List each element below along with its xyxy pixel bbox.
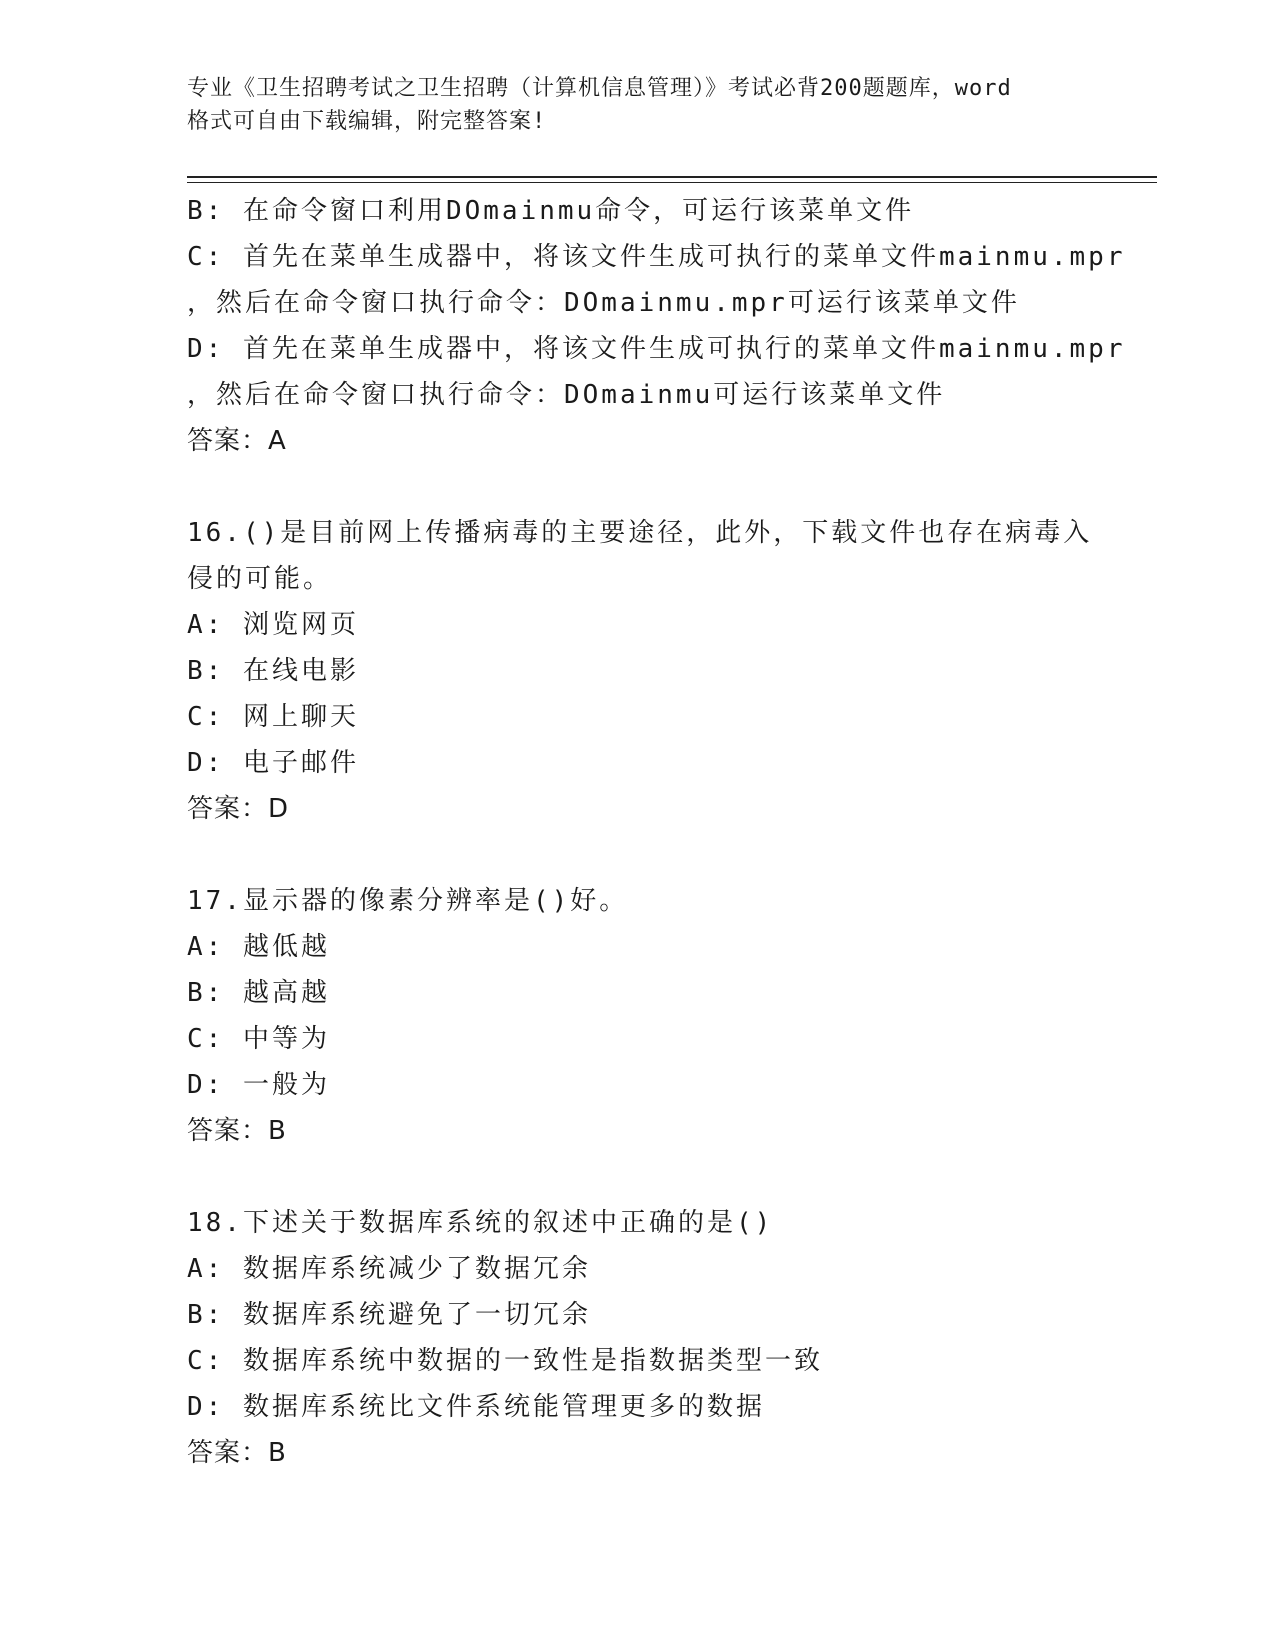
answer-line: 答案：D xyxy=(187,794,290,824)
header-line-2: 格式可自由下载编辑，附完整答案! xyxy=(187,109,547,134)
option-c: C: 网上聊天 xyxy=(187,702,359,732)
option-d: D: 电子邮件 xyxy=(187,748,359,778)
option-d: D: 一般为 xyxy=(187,1070,330,1100)
question-block-16 xyxy=(187,510,1147,832)
option-b: B: 在命令窗口利用DOmainmu命令，可运行该菜单文件 xyxy=(187,196,915,226)
header-line-1: 专业《卫生招聘考试之卫生招聘（计算机信息管理）》考试必背200题题库，word xyxy=(187,76,1012,101)
spacer xyxy=(187,464,1147,510)
document-body xyxy=(187,188,1147,1476)
question-text-line-1: 17.显示器的像素分辨率是()好。 xyxy=(187,886,629,916)
question-block-18 xyxy=(187,1200,1147,1476)
question-text-line-1: 16.()是目前网上传播病毒的主要途径，此外，下载文件也存在病毒入 xyxy=(187,518,1093,548)
question-text-line-1: 18.下述关于数据库系统的叙述中正确的是() xyxy=(187,1208,774,1238)
option-a: A: 数据库系统减少了数据冗余 xyxy=(187,1254,591,1284)
answer-line: 答案：B xyxy=(187,1438,287,1468)
option-d: D: 数据库系统比文件系统能管理更多的数据 xyxy=(187,1392,765,1422)
question-block-15-continued xyxy=(187,188,1147,464)
option-a: A: 越低越 xyxy=(187,932,330,962)
option-c: C: 数据库系统中数据的一致性是指数据类型一致 xyxy=(187,1346,823,1376)
option-d-line-1: D: 首先在菜单生成器中，将该文件生成可执行的菜单文件mainmu.mpr xyxy=(187,334,1126,364)
question-text-line-2: 侵的可能。 xyxy=(187,564,333,594)
question-block-17 xyxy=(187,878,1147,1154)
option-b: B: 数据库系统避免了一切冗余 xyxy=(187,1300,591,1330)
header-rule-thin xyxy=(187,182,1157,183)
option-d-line-2: ，然后在命令窗口执行命令：DOmainmu可运行该菜单文件 xyxy=(187,380,946,410)
answer-line: 答案：B xyxy=(187,1116,287,1146)
option-b: B: 在线电影 xyxy=(187,656,359,686)
spacer xyxy=(187,1154,1147,1200)
spacer xyxy=(187,832,1147,878)
answer-line: 答案：A xyxy=(187,426,287,456)
option-b: B: 越高越 xyxy=(187,978,330,1008)
header-rule-thick xyxy=(187,176,1157,178)
option-a: A: 浏览网页 xyxy=(187,610,359,640)
document-header xyxy=(187,72,1087,138)
option-c-line-1: C: 首先在菜单生成器中，将该文件生成可执行的菜单文件mainmu.mpr xyxy=(187,242,1126,272)
option-c-line-2: ，然后在命令窗口执行命令：DOmainmu.mpr可运行该菜单文件 xyxy=(187,288,1020,318)
option-c: C: 中等为 xyxy=(187,1024,330,1054)
